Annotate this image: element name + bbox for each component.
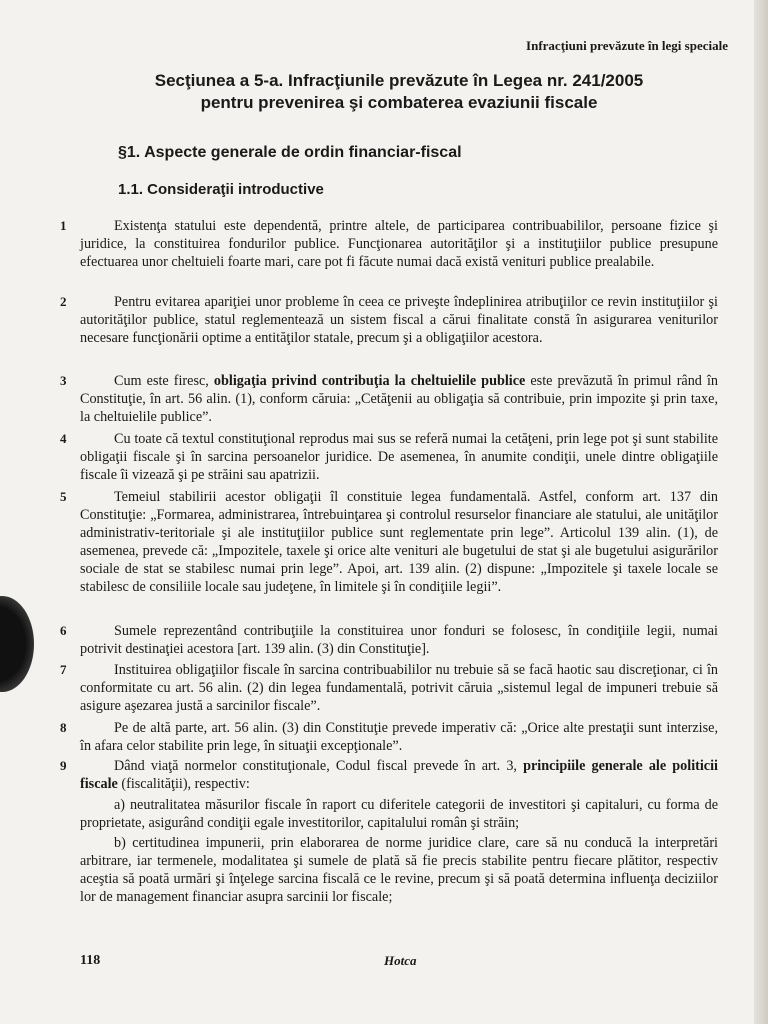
paragraph-number: 5: [60, 489, 67, 504]
paragraph-text: Pe de altă parte, art. 56 alin. (3) din Constituţie prevede imperativ că: „Orice alte prestaţii sunt interzise, în afara celor stabilite prin lege, în situaţii excepţionale”.: [80, 720, 718, 754]
list-item-text: a) neutralitatea măsurilor fiscale în raport cu diferitele categorii de investitori şi capitaluri, cu forma de proprietate, asigurând condiţii egale investitorilor, capitalului român şi străin;: [80, 797, 718, 831]
paragraph-text: Cu toate că textul constituţional reprodus mai sus se referă numai la cetăţeni, prin lege pot şi sunt stabilite obligaţii fiscale şi în sarcina persoanelor juridice. De asemenea, în anumite condiţii, unele dintre obligaţiile fiscale îi vizează şi pe străini sau apatrizii.: [80, 431, 718, 483]
footer-author: Hotca: [384, 953, 417, 968]
scan-edge: [754, 0, 768, 1024]
heading-2: 1.1. Consideraţii introductive: [118, 181, 324, 198]
section-title: [90, 70, 708, 114]
emphasis: principiile generale ale politicii fiscale: [80, 758, 718, 792]
paragraph-number: 1: [60, 218, 67, 233]
page-number: 118: [80, 953, 101, 968]
paragraph-text: Pentru evitarea apariţiei unor probleme în ceea ce priveşte îndeplinirea atribuţiilor ce revin instituţiilor şi autorităţilor publice, statul reglementează un sistem fiscal a cărui finalitate constă în asigurarea veniturilor necesare funcţionării optime a entităţilor statale, precum şi a obligaţiilor acestora.: [80, 294, 718, 346]
paragraph: [60, 488, 718, 596]
paragraph: [60, 372, 718, 426]
paragraph: [60, 430, 718, 484]
paragraph-number: 6: [60, 623, 67, 638]
paragraph-text: Sumele reprezentând contribuţiile la constituirea unor fonduri se folosesc, în condiţiile legii, numai potrivit destinaţiei acestora [art. 139 alin. (3) din Constituţie].: [80, 623, 718, 657]
running-head: Infracţiuni prevăzute în legi speciale: [526, 38, 728, 53]
paragraph-number: 4: [60, 431, 67, 446]
paragraph-number: 8: [60, 720, 67, 735]
binder-hole-shadow: [0, 596, 34, 692]
list-item-text: b) certitudinea impunerii, prin elaborarea de norme juridice clare, care să nu conducă la interpretări arbitrare, iar termenele, modalitatea şi sumele de plată să fie precis stabilite pentru fiecare plătitor, respectiv aceştia să poată urmări şi înţelege sarcina fiscală ce le revine, precum şi să poată determina influenţa deciziilor lor de management financiar asupra sarcinii lor fiscale;: [80, 835, 718, 905]
paragraph: [60, 757, 718, 793]
paragraph-number: 3: [60, 373, 67, 388]
emphasis: obligaţia privind contribuţia la cheltuielile publice: [213, 373, 526, 389]
paragraph-text: Dând viaţă normelor constituţionale, Codul fiscal prevede în art. 3, principiile generale ale politicii fiscale (fiscalităţii), respectiv:: [80, 758, 718, 792]
heading-1: §1. Aspecte generale de ordin financiar-fiscal: [118, 144, 462, 161]
section-title-line-1: Secţiunea a 5-a. Infracţiunile prevăzute în Legea nr. 241/2005: [154, 71, 644, 90]
paragraph: [60, 661, 718, 715]
list-item: [80, 834, 718, 906]
paragraph-text: Instituirea obligaţiilor fiscale în sarcina contribuabililor nu trebuie să se facă haotic sau discreţionar, ci în conformitate cu art. 56 alin. (2) din legea fundamentală, potrivit căruia „sistemul legal de impuneri trebuie să asigure aşezarea justă a sarcinilor fiscale”.: [80, 662, 718, 714]
list-item: [80, 796, 718, 832]
section-title-line-2: pentru prevenirea şi combaterea evaziunii fiscale: [200, 93, 598, 112]
paragraph-number: 2: [60, 294, 67, 309]
paragraph-text: Existenţa statului este dependentă, printre altele, de participarea contribuabililor, persoane fizice şi juridice, la constituirea fondurilor publice. Funcţionarea autorităţilor şi a instituţiilor publice presupune efectuarea unor cheltuieli foarte mari, care pot fi făcute numai dacă există venituri publice prealabile.: [80, 218, 718, 270]
paragraph: [60, 217, 718, 271]
paragraph-text: Cum este firesc, obligaţia privind contribuţia la cheltuielile publice este prevăzută în primul rând în Constituţie, în art. 56 alin. (1), conform căruia: „Cetăţenii au obligaţia să contribuie, prin impozite şi prin taxe, la cheltuielile publice”.: [80, 373, 718, 425]
paragraph: [60, 293, 718, 347]
paragraph-number: 9: [60, 758, 67, 773]
paragraph: [60, 622, 718, 658]
paragraph-text: Temeiul stabilirii acestor obligaţii îl constituie legea fundamentală. Astfel, conform art. 137 din Constituţie: „Formarea, administrarea, întrebuinţarea şi controlul resurselor financiare ale statului, ale unităţilor administrativ-teritoriale şi ale instituţiilor publice sunt reglementate prin lege”. Articolul 139 alin. (1), de asemenea, prevede că: „Impozitele, taxele şi orice alte venituri ale bugetului de stat şi ale bugetului asigurărilor sociale de stat se stabilesc numai prin lege”. Apoi, art. 139 alin. (2) dispune: „Impozitele şi taxele locale se stabilesc de consiliile locale sau judeţene, în limitele şi în condiţiile legii”.: [80, 489, 718, 595]
paragraph-number: 7: [60, 662, 67, 677]
paragraph: [60, 719, 718, 755]
